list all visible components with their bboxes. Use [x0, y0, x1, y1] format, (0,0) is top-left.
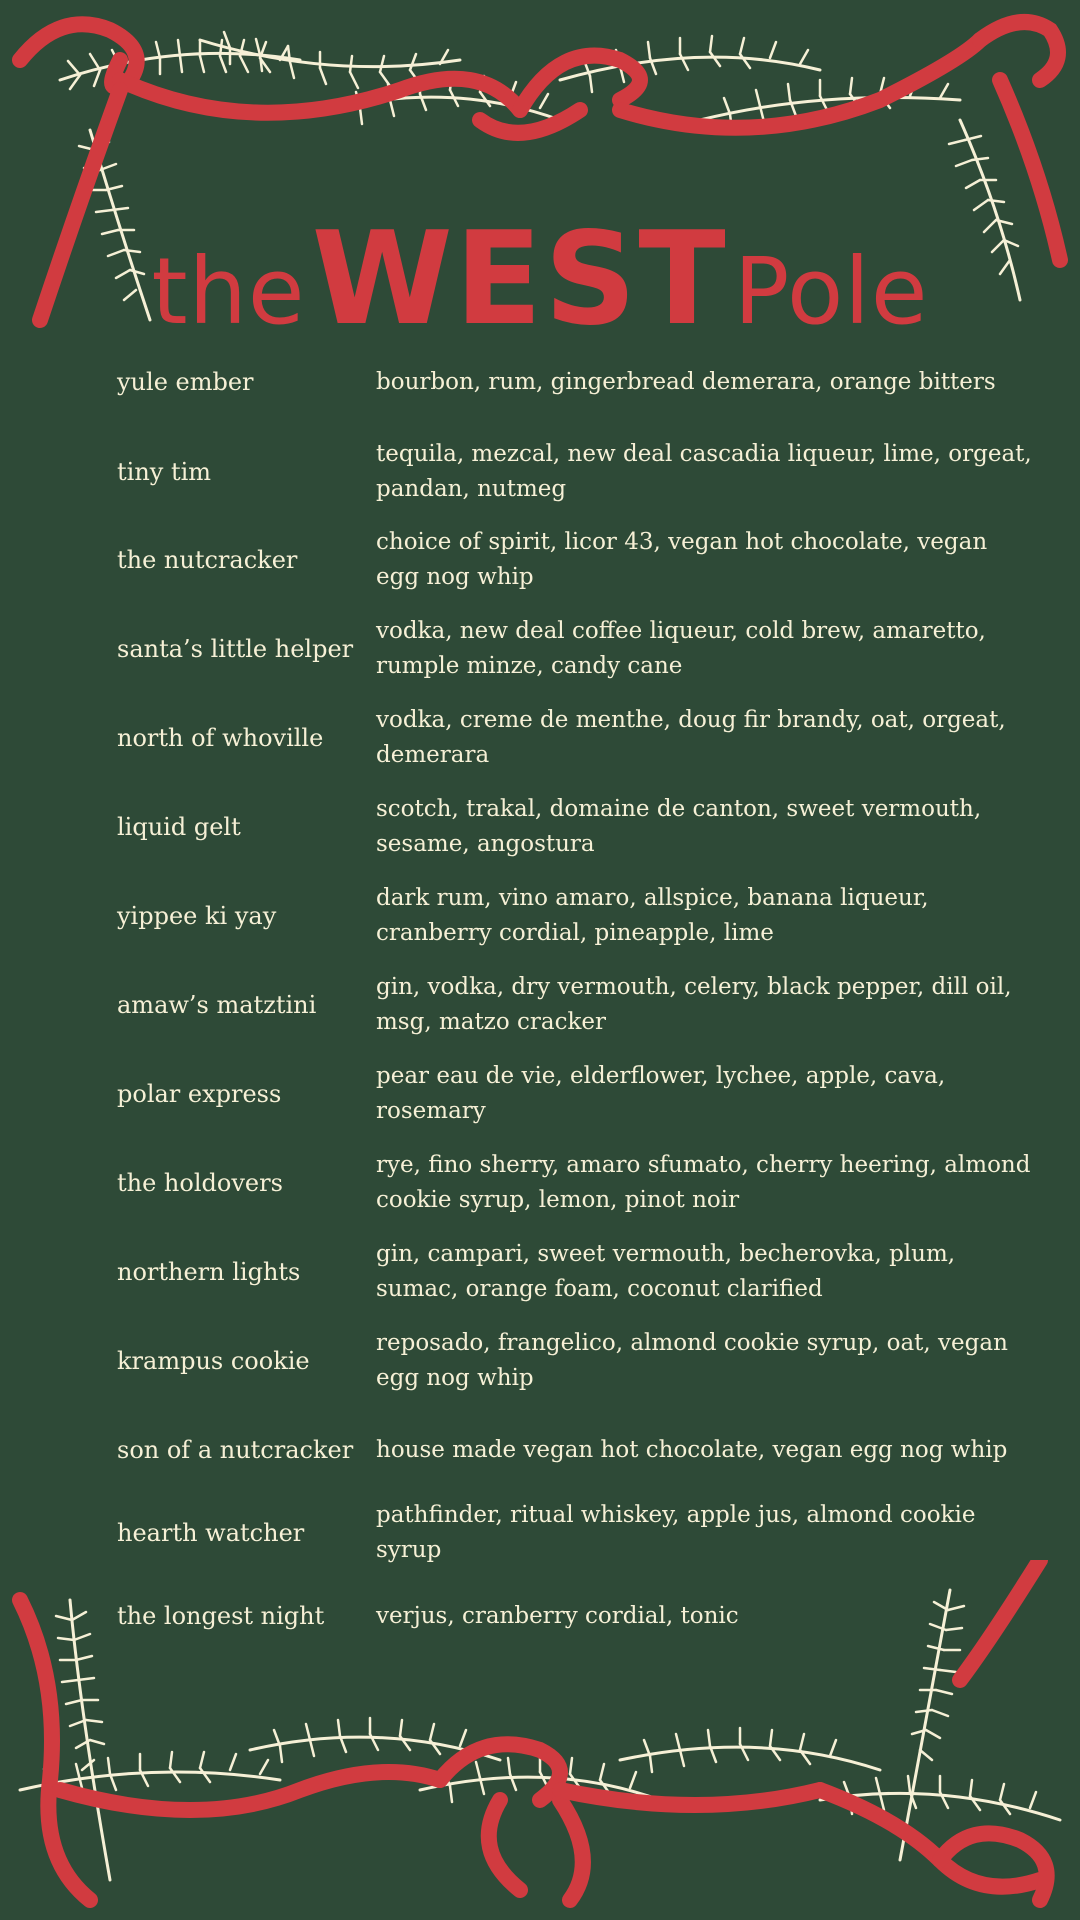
menu-item: [117, 1054, 1037, 1134]
menu-item-name: northern lights: [117, 1258, 301, 1286]
menu-item: [117, 1232, 1037, 1312]
menu-item: [117, 876, 1037, 956]
menu-item-name: son of a nutcracker: [117, 1436, 354, 1464]
page-title: [0, 205, 1080, 354]
menu-item: [117, 432, 1037, 512]
menu-item-name: the holdovers: [117, 1169, 283, 1197]
menu-item: [117, 520, 1037, 600]
menu-item: [117, 698, 1037, 778]
menu-item-name: krampus cookie: [117, 1347, 310, 1375]
menu-item-description: scotch, trakal, domaine de canton, sweet vermouth, sesame, angostura: [376, 796, 982, 857]
menu-item-name: santa’s little helper: [117, 635, 354, 663]
menu-item-description: gin, campari, sweet vermouth, becherovka, plum, sumac, orange foam, coconut clarified: [376, 1241, 956, 1302]
menu-item-name: north of whoville: [117, 724, 324, 752]
menu-item: [117, 1321, 1037, 1401]
menu-item-description: bourbon, rum, gingerbread demerara, orange bitters: [376, 368, 996, 395]
menu-item-name: polar express: [117, 1080, 282, 1108]
menu-item-name: liquid gelt: [117, 813, 241, 841]
menu-item: [117, 1420, 1037, 1480]
menu-item-name: hearth watcher: [117, 1519, 305, 1547]
menu-item-name: amaw’s matztini: [117, 991, 317, 1019]
menu-item-description: tequila, mezcal, new deal cascadia liqueur, lime, orgeat, pandan, nutmeg: [376, 441, 1032, 502]
title-west: WEST: [311, 205, 728, 354]
menu-item-name: yippee ki yay: [117, 902, 277, 930]
title-pole: Pole: [733, 238, 929, 345]
menu-item-name: tiny tim: [117, 458, 212, 486]
menu-item-description: rye, fino sherry, amaro sfumato, cherry heering, almond cookie syrup, lemon, pinot noir: [376, 1152, 1031, 1213]
menu-item: [117, 352, 1037, 412]
menu-item: [117, 965, 1037, 1045]
menu-item: [117, 787, 1037, 867]
menu-item: [117, 1143, 1037, 1223]
menu-item: [117, 1503, 1037, 1563]
menu-item: [117, 609, 1037, 689]
menu-item-description: gin, vodka, dry vermouth, celery, black pepper, dill oil, msg, matzo cracker: [376, 974, 1012, 1035]
menu-item-name: the longest night: [117, 1602, 325, 1630]
menu-item-description: house made vegan hot chocolate, vegan egg nog whip: [376, 1436, 1008, 1463]
menu-item-description: pathfinder, ritual whiskey, apple jus, almond cookie syrup: [376, 1502, 976, 1563]
menu-item-name: the nutcracker: [117, 546, 298, 574]
menu-item-name: yule ember: [117, 368, 254, 396]
menu-item-description: vodka, new deal coffee liqueur, cold brew, amaretto, rumple minze, candy cane: [376, 618, 986, 679]
menu-item-description: pear eau de vie, elderflower, lychee, apple, cava, rosemary: [376, 1063, 946, 1124]
menu-item-description: reposado, frangelico, almond cookie syrup, oat, vegan egg nog whip: [376, 1330, 1008, 1391]
garland-bottom-decoration: [0, 1560, 1080, 1920]
menu-item-description: dark rum, vino amaro, allspice, banana liqueur, cranberry cordial, pineapple, lime: [376, 885, 929, 946]
title-the: the: [151, 238, 306, 345]
menu-item-description: verjus, cranberry cordial, tonic: [376, 1602, 739, 1629]
menu-item-description: vodka, creme de menthe, doug fir brandy, oat, orgeat, demerara: [376, 707, 1006, 768]
menu-item-description: choice of spirit, licor 43, vegan hot chocolate, vegan egg nog whip: [376, 529, 988, 590]
